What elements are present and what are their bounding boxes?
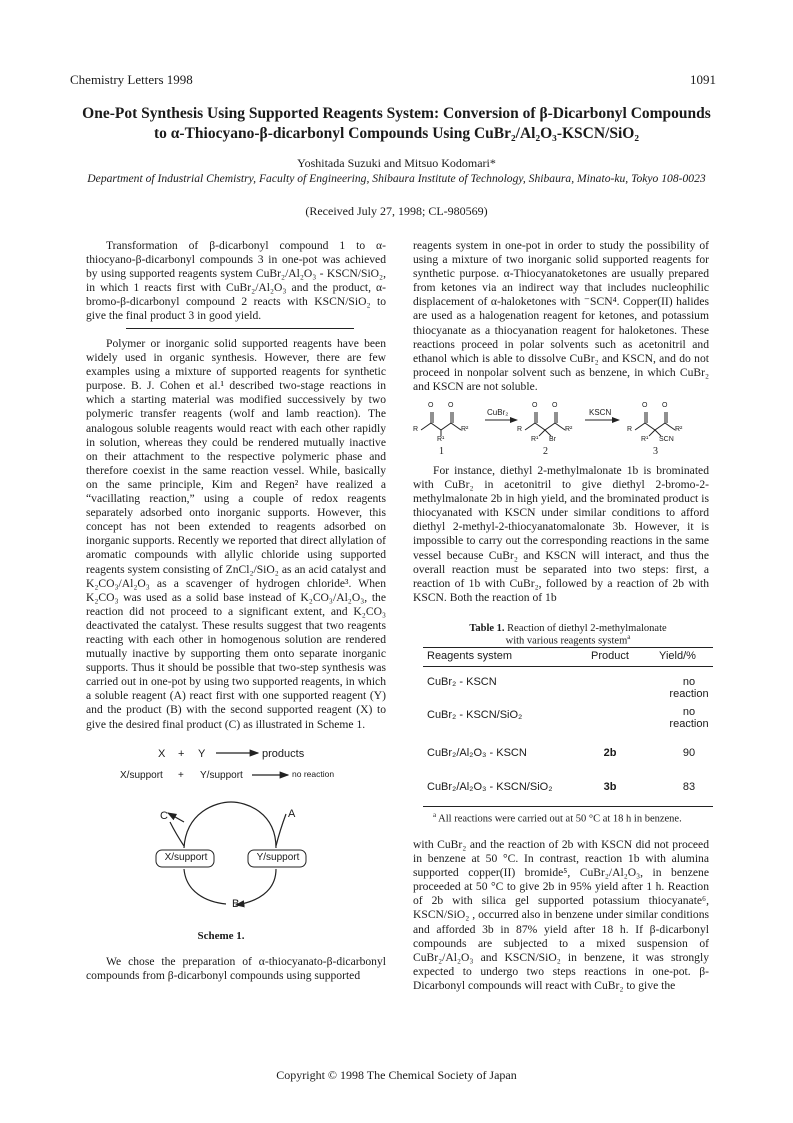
c3-o-right: O bbox=[662, 402, 668, 409]
article-title bbox=[50, 104, 743, 144]
page-number: 1091 bbox=[690, 72, 716, 87]
compound-label-3: 3 bbox=[653, 446, 658, 457]
table-header-reagents: Reagents system bbox=[427, 650, 512, 662]
table-header-product: Product bbox=[591, 650, 629, 662]
table-row bbox=[423, 741, 713, 777]
table-header-yield: Yield/% bbox=[659, 650, 696, 662]
reagent-cubr2: CuBr₂ bbox=[487, 408, 509, 417]
authors: Yoshitada Suzuki and Mitsuo Kodomari* bbox=[297, 156, 496, 170]
table-header-row bbox=[423, 648, 713, 664]
table-1-caption-line2: with various reagents system bbox=[505, 635, 628, 647]
table-footnote bbox=[433, 811, 713, 825]
c2-o-left: O bbox=[532, 402, 538, 409]
table-cell-product bbox=[578, 672, 642, 705]
table-cell-reagents: CuBr₂ - KSCN bbox=[427, 676, 497, 688]
c1-o-right: O bbox=[448, 402, 454, 409]
scheme-no-reaction: no reaction bbox=[292, 769, 335, 779]
title-line-1: One-Pot Synthesis Using Supported Reagents System: Conversion of β-Dicarbonyl Compounds bbox=[82, 105, 711, 122]
scheme-products: products bbox=[262, 748, 305, 760]
scheme-plus-2: + bbox=[178, 770, 184, 781]
c1-r2: R² bbox=[461, 426, 469, 433]
table-cell-reagents: CuBr₂/Al₂O₃ - KSCN/SiO₂ bbox=[427, 781, 553, 793]
reagent-kscn: KSCN bbox=[589, 408, 612, 417]
c3-scn: SCN bbox=[659, 436, 674, 443]
table-header-rule bbox=[423, 666, 713, 667]
c1-r: R bbox=[413, 426, 419, 433]
c3-o-left: O bbox=[642, 402, 648, 409]
c2-r2: R² bbox=[565, 426, 573, 433]
compound-label-2: 2 bbox=[543, 446, 548, 457]
scheme-1 bbox=[86, 742, 386, 932]
table-row bbox=[423, 705, 713, 741]
reaction-scheme-graphic bbox=[413, 402, 709, 458]
table-cell-product: 3b bbox=[603, 781, 617, 793]
c2-br: Br bbox=[549, 436, 556, 443]
scheme-box-y-support: Y/support bbox=[256, 852, 300, 863]
table-cell-yield: no reaction bbox=[669, 706, 709, 730]
right-paragraph-2: For instance, diethyl 2-methylmalonate 1b is brominated with CuBr₂ in acetonitril to give diethyl 2-bromo-2-methylmalonate 2b in high yield, and the brominated product is thiocyanated with KSCN under similar conditions to afford diethyl 2-methyl-2-thiocyanatomalonate 3b. However, it is impossible to carry out the corresponding reactions in the same vessel because CuBr₂ and KSCN will interact, and thus the overall reaction must be separated into two steps: first, a reaction of 1b with CuBr₂, followed by a reaction of 2b with KSCN. Both the reaction of 1b bbox=[413, 464, 709, 604]
c3-r: R bbox=[627, 426, 633, 433]
right-paragraph-3: with CuBr₂ and the reaction of 2b with KSCN did not proceed in benzene at 50 °C. In contrast, reaction 1b with alumina supported copper(II) bromide⁵, CuBr₂/Al₂O₃, in benzene proceeded at 50 °C to give 2b in 95% yield after 1 h. Reaction of 2b with silica gel supported potassium thiocyanate⁶, KSCN/SiO₂ , occurred also in benzene under similar conditions and afforded 3b in 87% yield after 18 h. If β-dicarbonyl compounds are subjected to a mixed suspension of CuBr₂/Al₂O₃ and KSCN/SiO₂ in benzene, it was strongly expected to undergo two steps reactions in one-pot. β-Dicarbonyl compounds will react with CuBr₂ to give the bbox=[413, 838, 709, 992]
scheme-plus: + bbox=[178, 748, 185, 760]
table-row bbox=[423, 672, 713, 705]
reaction-scheme bbox=[413, 402, 709, 458]
table-row bbox=[423, 777, 713, 809]
abstract: Transformation of β-dicarbonyl compound 1 to α-thiocyano-β-dicarbonyl compounds 3 in one-pot was achieved by using supported reagents system CuBr₂/Al₂O₃ - KSCN/SiO₂, in which 1 reacts first with CuBr₂/Al₂O₃ and the product, α-bromo-β-dicarbonyl compound 2 reacts with KSCN/SiO₂ to give the final product 3 in good yield. bbox=[86, 239, 386, 323]
table-cell-yield: no reaction bbox=[669, 676, 709, 700]
table-1-caption-sup: a bbox=[627, 633, 631, 641]
c2-r: R bbox=[517, 426, 523, 433]
copyright-footer: Copyright © 1998 The Chemical Society of Japan bbox=[276, 1068, 517, 1082]
table-1-caption bbox=[423, 623, 713, 647]
scheme-x: X bbox=[158, 748, 166, 760]
table-cell-product bbox=[578, 705, 642, 741]
table-cell-yield: 90 bbox=[682, 747, 696, 759]
c3-r1: R¹ bbox=[641, 436, 649, 443]
table-cell-reagents: CuBr₂ - KSCN/SiO₂ bbox=[427, 709, 523, 721]
scheme-a: A bbox=[288, 808, 296, 820]
scheme-y-support: Y/support bbox=[200, 770, 243, 781]
table-1-caption-text: Reaction of diethyl 2-methylmalonate bbox=[504, 623, 667, 634]
journal-name: Chemistry Letters 1998 bbox=[70, 72, 193, 87]
body-paragraph-2: We chose the preparation of α-thiocyanato-β-dicarbonyl compounds from β-dicarbonyl compounds using supported bbox=[86, 955, 386, 983]
scheme-1-caption: Scheme 1. bbox=[197, 930, 245, 942]
table-cell-yield: 83 bbox=[682, 781, 696, 793]
received-date: (Received July 27, 1998; CL-980569) bbox=[305, 204, 488, 218]
title-line-2: to α-Thiocyano-β-dicarbonyl Compounds Using CuBr₂/Al₂O₃-KSCN/SiO₂ bbox=[154, 125, 639, 142]
scheme-b: B bbox=[232, 898, 240, 910]
table-cell-reagents: CuBr₂/Al₂O₃ - KSCN bbox=[427, 747, 527, 759]
table-1-caption-label: Table 1. bbox=[469, 623, 505, 634]
scheme-box-x-support: X/support bbox=[164, 852, 208, 863]
scheme-y: Y bbox=[198, 748, 206, 760]
table-bottom-rule bbox=[423, 806, 713, 807]
scheme-c: C bbox=[160, 810, 168, 822]
c1-o-left: O bbox=[428, 402, 434, 409]
c2-r1: R¹ bbox=[531, 436, 539, 443]
compound-label-1: 1 bbox=[439, 446, 444, 457]
table-footnote-sup: a bbox=[433, 811, 437, 819]
affiliation: Department of Industrial Chemistry, Faculty of Engineering, Shibaura Institute of Technology, Shibaura, Minato-ku, Tokyo 108-0023 bbox=[87, 172, 706, 185]
table-cell-product: 2b bbox=[603, 747, 617, 759]
abstract-divider bbox=[126, 328, 354, 329]
table-footnote-text: All reactions were carried out at 50 °C at 18 h in benzene. bbox=[436, 813, 682, 825]
c2-o-right: O bbox=[552, 402, 558, 409]
c1-r1: R¹ bbox=[437, 436, 445, 443]
c3-r2: R² bbox=[675, 426, 683, 433]
right-paragraph-1: reagents system in one-pot in order to study the possibility of using a mixture of two inorganic solid supported reagents for synthetic purpose. α-Thiocyanatoketones are usually prepared from ketones via an indirect way that includes nucleophilic displacement of α-haloketones with ⁻SCN⁴. Copper(II) halides are used as a halogenation reagent for ketones, and potassium thiocyanate as a thiocyanation reagent for haloketones. These reactions proceed in polar solvents such as acetonitril and ethanol which is able to dissolve CuBr₂ and KSCN, and do not proceed in nonpolar solvent such as benzene, in which CuBr₂ and KSCN are not soluble. bbox=[413, 239, 709, 393]
table-1 bbox=[423, 648, 713, 664]
scheme-x-support: X/support bbox=[120, 770, 163, 781]
body-paragraph-1: Polymer or inorganic solid supported reagents have been widely used in organic synthesis. However, there are few examples using a mixture of supported reagents for synthetic purpose. B. J. Cohen et al.¹ described two-stage reactions in which a starting material was modified successively by two polymeric transfer reagents (wolf and lamb reaction). The analogous soluble reagents would react with each other rapidly in solution, whereas they could be rendered mutually inactive on their attachment to the respective polymeric phase and therefore coexist in the same reaction vessel. While, basically on the same principle, Kim and Regen² have realized a “vacillating reaction,” using a couple of redox reagents separately adsorbed onto inorganic supports. However, this concept has not been extended to reagents adsorbed on inorganic supports. Recently we reported that direct allylation of aromatic compounds with allylic chloride using supported reagents system consisting of ZnCl₂/SiO₂ as an acid catalyst and K₂CO₃/Al₂O₃ as a scavenger of hydrogen chloride³. When K₂CO₃ was used as a solid base instead of K₂CO₃/Al₂O₃, the reaction did not proceed to a significant extent, and K₂CO₃ deactivated the catalyst. These results suggest that two reagents reacting with each other in homogenous solution are rendered mutually inactive by supporting them onto separate inorganic supports. Thus it should be possible that two-step synthesis was carried out in one-pot by using two supported reagents, in which a soluble reagent (A) react first with one supported reagent (Y) and the product (B) with the second supported reagent (X) to give the desired final product (C) as illustrated in Scheme 1. bbox=[86, 337, 386, 731]
table-1-body bbox=[423, 672, 713, 809]
